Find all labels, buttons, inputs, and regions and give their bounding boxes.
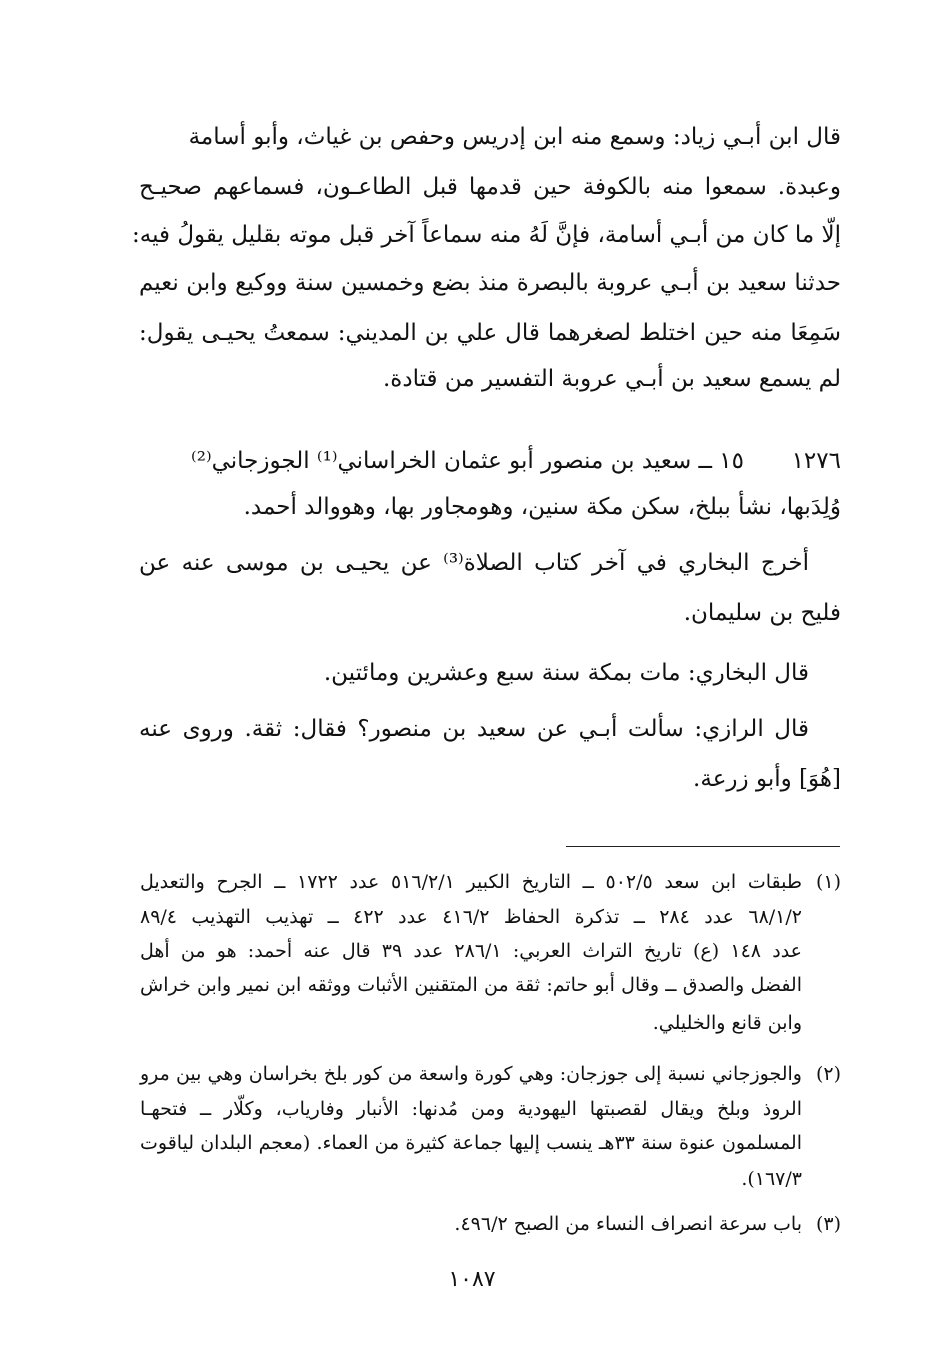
footnote-marker: (٣): [815, 1213, 841, 1235]
body-line: [هُوَ] وأبو زرعة.: [693, 766, 841, 792]
body-line: سَمِعَا منه حين اختلط لصغرهما قال علي بن المديني: سمعتُ يحيـى يقول:: [139, 320, 841, 346]
body-line: لم يسمع سعيد بن أبـي عروبة التفسير من قتادة.: [382, 366, 841, 392]
footnote-line: وابن قانع والخليلي.: [652, 1012, 802, 1034]
body-line: أخرج البخاري في آخر كتاب الصلاة⁽³⁾ عن يحيـى بن موسى عنه عن: [139, 550, 809, 576]
footnote-marker: (٢): [815, 1063, 841, 1085]
entry-heading: ــ سعيد بن منصور أبو عثمان الخراساني⁽¹⁾ الجوزجاني⁽²⁾: [191, 448, 712, 474]
footnote-line: والجوزجاني نسبة إلى جوزجان: وهي كورة واسعة من كور بلخ بخراسان وهي بين مرو: [140, 1063, 802, 1085]
footnote-line: عدد ١٤٨ (ع) تاريخ التراث العربي: ٢٨٦/١ عدد ٣٩ قال عنه أحمد: هو من أهل: [140, 940, 803, 962]
footnote-line: الفضل والصدق ــ وقال أبو حاتم: ثقة من المتقنين الأثبات ووثقه ابن نمير وابن خراش: [140, 974, 802, 996]
footnote-marker: (١): [815, 871, 841, 893]
body-line: حدثنا سعيد بن أبـي عروبة بالبصرة منذ بضع وخمسين سنة ووكيع وابن نعيم: [139, 270, 841, 296]
body-line: فليح بن سليمان.: [683, 600, 841, 626]
body-line: إلّا ما كان من أبـي أسامة، فإنَّ لَهُ منه سماعاً آخر قبل موته بقليل يقولُ فيه:: [132, 222, 841, 248]
footnote-line: ١٦٧/٣).: [741, 1168, 802, 1190]
body-line: قال الرازي: سألت أبـي عن سعيد بن منصور؟ فقال: ثقة. وروى عنه: [139, 716, 809, 742]
footnote-line: باب سرعة انصراف النساء من الصبح ٤٩٦/٢.: [454, 1213, 802, 1235]
page-number: ١٠٨٧: [448, 1267, 496, 1292]
body-line: قال ابن أبـي زياد: وسمع منه ابن إدريس وحفص بن غياث، وأبو أسامة: [188, 124, 841, 150]
body-line: قال البخاري: مات بمكة سنة سبع وعشرين ومائتين.: [323, 660, 809, 686]
footnote-line: المسلمون عنوة سنة ٣٣هـ ينسب إليها جماعة كثيرة من العماء. (معجم البلدان لياقوت: [140, 1132, 803, 1154]
footnote-line: ٦٨/١/٢ عدد ٢٨٤ ــ تذكرة الحفاظ ٤١٦/٢ عدد ٤٢٢ ــ تهذيب التهذيب ٨٩/٤: [140, 906, 802, 928]
footnote-separator: [566, 846, 840, 847]
entry-description: وُلِدَبها، نشأ ببلخ، سكن مكة سنين، وهومجاور بها، وهووالد أحمد.: [243, 494, 841, 520]
footnote-line: الروذ وبلخ ويقال لقصبتها اليهودية ومن مُدنها: الأنبار وفارياب، وكلّار ــ فتحهـا: [140, 1098, 802, 1120]
entry-sub-number: ١٥: [719, 448, 744, 474]
body-line: وعبدة. سمعوا منه بالكوفة حين قدمها قبل الطاعـون، فسماعهم صحيـح: [139, 174, 841, 200]
footnote-line: طبقات ابن سعد ٥٠٢/٥ ــ التاريخ الكبير ٥١٦/٢/١ عدد ١٧٢٢ ــ الجرح والتعديل: [140, 871, 802, 893]
entry-number: ١٢٧٦: [791, 448, 841, 474]
